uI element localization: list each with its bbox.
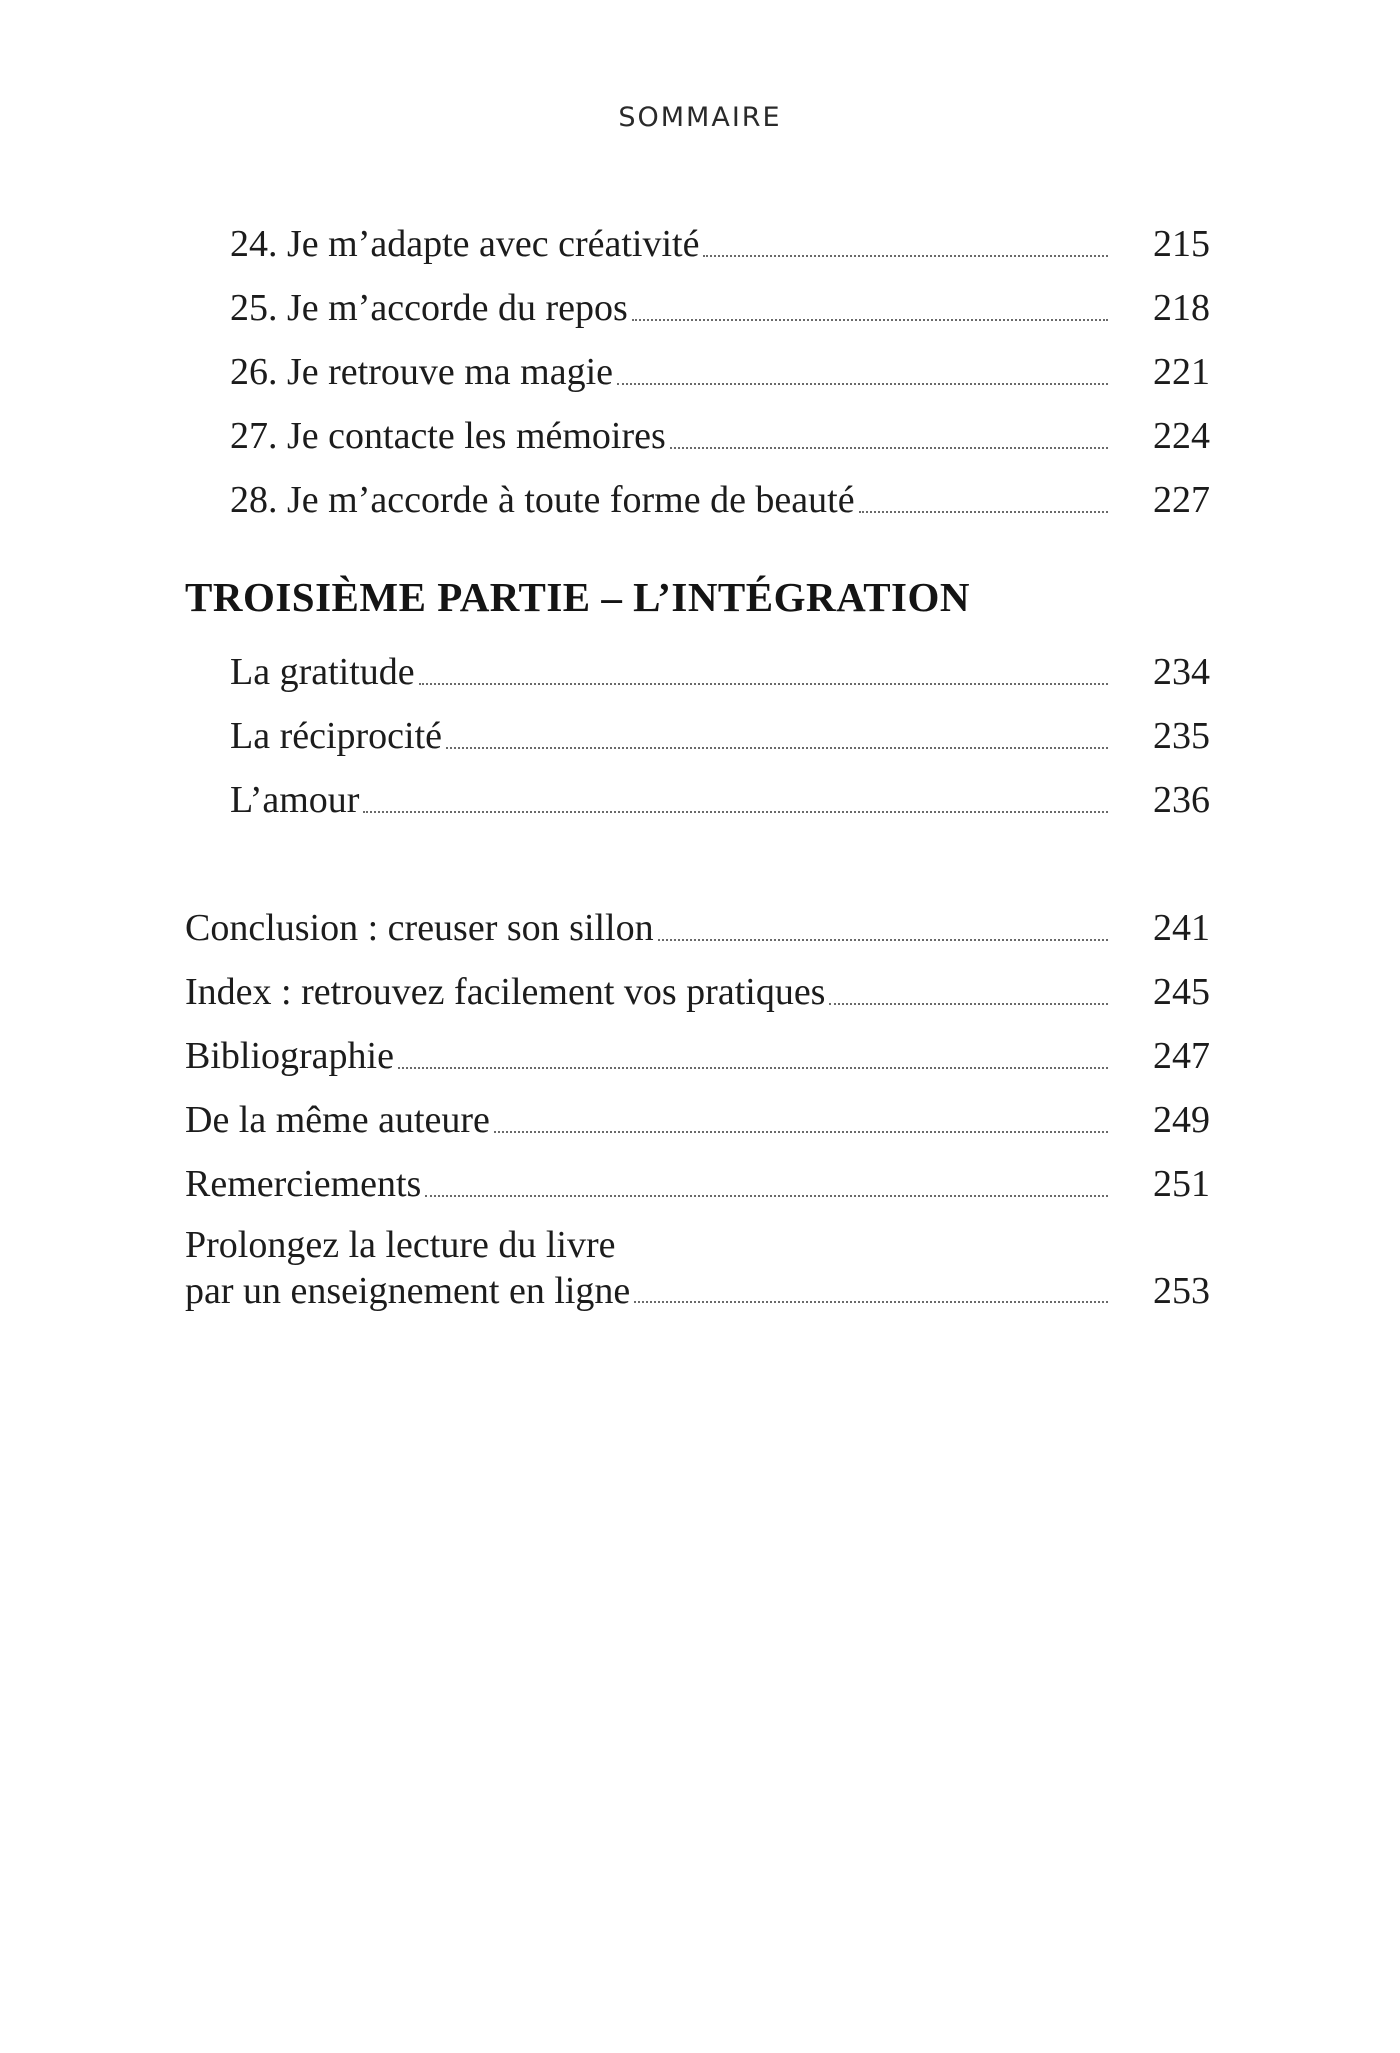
toc-entry-title: 27. Je contacte les mémoires	[230, 415, 666, 457]
dot-leader	[859, 511, 1108, 513]
toc-entry-title-line1: Prolongez la lecture du livre	[185, 1224, 616, 1266]
toc-entry-line2	[185, 1268, 1210, 1314]
dot-leader	[670, 447, 1108, 449]
toc-entry-title: La gratitude	[230, 651, 415, 693]
toc-entry-chapter-27[interactable]	[230, 412, 1210, 460]
toc-entry-title: De la même auteure	[185, 1099, 490, 1141]
dot-leader	[398, 1067, 1108, 1069]
toc-entry-page: 247	[1153, 1035, 1210, 1077]
toc-entry-page: 224	[1153, 415, 1210, 457]
toc-entry-meme-auteure[interactable]	[185, 1096, 1210, 1144]
toc-entry-conclusion[interactable]	[185, 904, 1210, 952]
toc-entry-page: 218	[1153, 287, 1210, 329]
running-head: SOMMAIRE	[618, 102, 782, 133]
toc-entry-chapter-28[interactable]	[230, 476, 1210, 524]
toc-entry-title: 28. Je m’accorde à toute forme de beauté	[230, 479, 855, 521]
toc-entry-page: 234	[1153, 651, 1210, 693]
dot-leader	[703, 255, 1108, 257]
toc-entry-title: La réciprocité	[230, 715, 443, 757]
toc-entry-index[interactable]	[185, 968, 1210, 1016]
toc-entry-page: 221	[1153, 351, 1210, 393]
toc-entry-amour[interactable]	[230, 776, 1210, 824]
toc-entry-title: 24. Je m’adapte avec créativité	[230, 223, 700, 265]
toc-entry-page: 249	[1153, 1099, 1210, 1141]
toc-entry-title: 25. Je m’accorde du repos	[230, 287, 628, 329]
toc-entry-gratitude[interactable]	[230, 648, 1210, 696]
dot-leader	[419, 683, 1108, 685]
toc-entry-reciprocite[interactable]	[230, 712, 1210, 760]
dot-leader	[425, 1195, 1108, 1197]
toc-entry-title: 26. Je retrouve ma magie	[230, 351, 614, 393]
toc-entry-page: 215	[1153, 223, 1210, 265]
toc-entry-page: 227	[1153, 479, 1210, 521]
toc-entry-page: 253	[1153, 1270, 1210, 1312]
toc-entry-bibliographie[interactable]	[185, 1032, 1210, 1080]
toc-entry-title: L’amour	[230, 779, 360, 821]
dot-leader	[634, 1301, 1108, 1303]
toc-entry-page: 236	[1153, 779, 1210, 821]
toc-entry-title: Remerciements	[185, 1163, 422, 1205]
toc-entry-title: Index : retrouvez facilement vos pratiques	[185, 971, 826, 1013]
toc-entry-page: 251	[1153, 1163, 1210, 1205]
part-three-heading: TROISIÈME PARTIE – L’INTÉGRATION	[185, 574, 970, 620]
dot-leader	[363, 811, 1108, 813]
toc-entry-chapter-25[interactable]	[230, 284, 1210, 332]
toc-entry-title-line2: par un enseignement en ligne	[185, 1270, 631, 1312]
dot-leader	[632, 319, 1108, 321]
toc-entry-remerciements[interactable]	[185, 1160, 1210, 1208]
dot-leader	[658, 939, 1108, 941]
toc-entry-title: Conclusion : creuser son sillon	[185, 907, 654, 949]
toc-entry-chapter-24[interactable]	[230, 220, 1210, 268]
toc-entry-chapter-26[interactable]	[230, 348, 1210, 396]
dot-leader	[446, 747, 1108, 749]
toc-entry-title: Bibliographie	[185, 1035, 394, 1077]
toc-entry-page: 245	[1153, 971, 1210, 1013]
toc-entry-page: 235	[1153, 715, 1210, 757]
toc-entry-enseignement-en-ligne[interactable]	[185, 1222, 1210, 1314]
dot-leader	[494, 1131, 1108, 1133]
dot-leader	[617, 383, 1108, 385]
toc-entry-page: 241	[1153, 907, 1210, 949]
dot-leader	[829, 1003, 1108, 1005]
